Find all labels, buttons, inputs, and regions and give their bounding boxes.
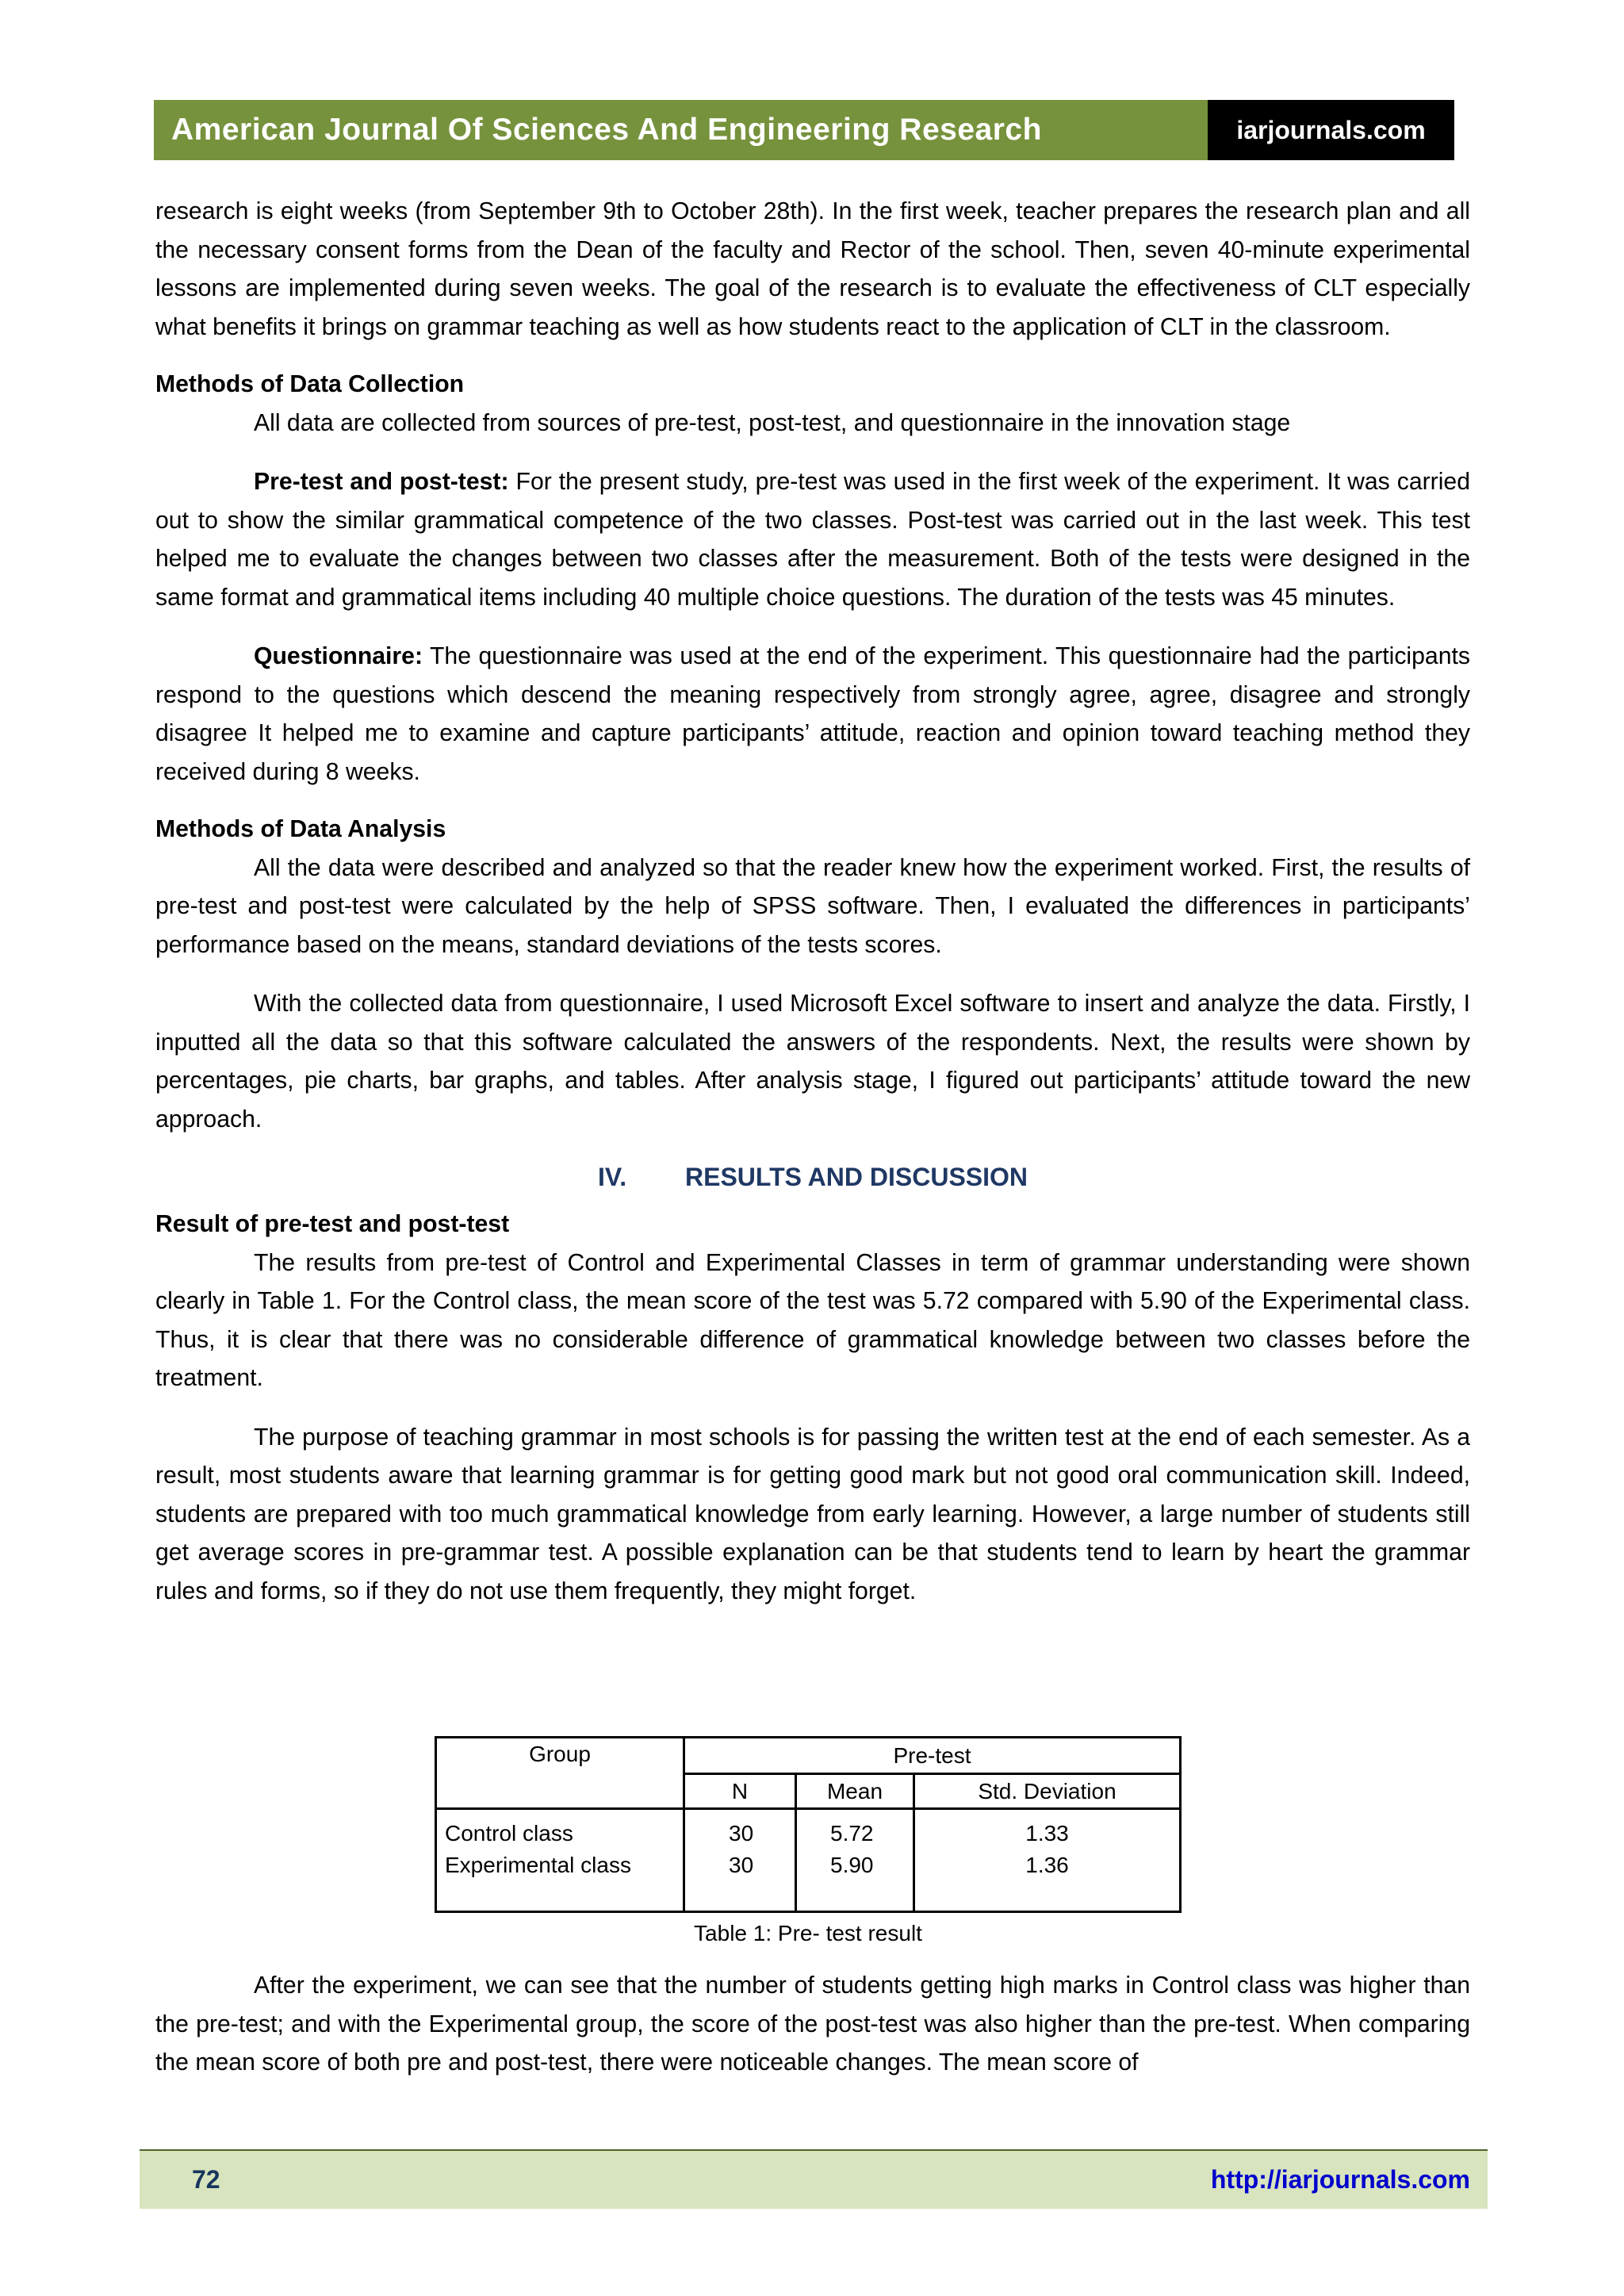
subsection-title-result: Result of pre-test and post-test bbox=[155, 1211, 510, 1237]
journal-header bbox=[154, 100, 1454, 160]
table-caption: Table 1: Pre- test result bbox=[694, 1921, 922, 1945]
paragraph-analysis-2: With the collected data from questionnaire, I used Microsoft Excel software to insert and analyze the data. Firstly, I inputted all the data so that this software calculated the answers of the respondents. Next, the results were shown by percentages, pie charts, bar graphs, and tables. After analysis stage, I figured out participants’ attitude toward the new approach. bbox=[155, 991, 1470, 1133]
pretest-label: Pre-test and post-test: bbox=[254, 469, 509, 495]
journal-title: American Journal Of Sciences And Engineering Research bbox=[154, 100, 1208, 160]
table-header-group: Group bbox=[436, 1738, 684, 1809]
tail-content bbox=[155, 1967, 1470, 2083]
paragraph-result-2: The purpose of teaching grammar in most schools is for passing the written test at the end of each semester. As a result, most students aware that learning grammar is for getting good mark but not good oral communication skill. Indeed, students are prepared with too much grammatical knowledge from early learning. However, a large number of students still get average scores in pre-grammar test. A possible explanation can be that students tend to learn by heart the grammar rules and forms, so if they do not use them frequently, they might forget. bbox=[155, 1424, 1470, 1604]
table-row-experimental-n: 30 bbox=[729, 1853, 754, 1877]
footer-url-link[interactable]: http://iarjournals.com bbox=[1210, 2165, 1470, 2194]
paragraph-pretest bbox=[155, 463, 1470, 617]
table-header-sd: Std. Deviation bbox=[914, 1774, 1181, 1809]
paragraph-analysis-1: All the data were described and analyzed so that the reader knew how the experiment worked. First, the results of pre-test and post-test were calculated by the help of SPSS software. Then, I evaluated the differences in participants’ performance based on the means, standard deviations of the tests scores. bbox=[155, 854, 1470, 958]
main-content bbox=[155, 193, 1470, 1611]
section-number: IV. bbox=[597, 1163, 627, 1191]
table-cell-groups bbox=[436, 1809, 684, 1912]
table-row-experimental-sd: 1.36 bbox=[1025, 1853, 1069, 1877]
table-row-control-n: 30 bbox=[729, 1821, 754, 1846]
page-footer bbox=[140, 2149, 1488, 2209]
section-heading-results bbox=[155, 1156, 1470, 1198]
paragraph-result-3: After the experiment, we can see that the number of students getting high marks in Control class was higher than the pre-test; and with the Experimental group, the score of the post-test was also higher than the pre-test. When comparing the mean score of both pre and post-test, there were noticeable changes. The mean score of bbox=[155, 1972, 1470, 2076]
section-heading-text: RESULTS AND DISCUSSION bbox=[684, 1163, 1028, 1191]
section-title-collection: Methods of Data Collection bbox=[155, 371, 465, 397]
journal-site-label: iarjournals.com bbox=[1208, 100, 1454, 160]
pretest-table-figure bbox=[435, 1736, 1182, 1946]
table-cell-n bbox=[684, 1809, 796, 1912]
paragraph-study-duration: research is eight weeks (from September 9th to October 28th). In the first week, teacher prepares the research plan and all the necessary consent forms from the Dean of the faculty and Rector of the school. Then, seven 40-minute experimental lessons are implemented during seven weeks. The goal of the research is to evaluate the effectiveness of CLT especially what benefits it brings on grammar teaching as well as how students react to the application of CLT in the classroom. bbox=[155, 198, 1470, 340]
table-cell-mean bbox=[796, 1809, 914, 1912]
table-row-control-mean: 5.72 bbox=[830, 1821, 874, 1846]
table-row-control-group: Control class bbox=[445, 1821, 573, 1846]
page-number: 72 bbox=[192, 2165, 220, 2194]
paragraph-questionnaire bbox=[155, 638, 1470, 792]
table-header-mean: Mean bbox=[796, 1774, 914, 1809]
questionnaire-label: Questionnaire: bbox=[254, 643, 423, 669]
pretest-text: For the present study, pre-test was used in the first week of the experiment. It was carried out to show the similar grammatical competence of the two classes. Post-test was carried out in the last week. This test helped me to evaluate the changes between two classes after the measurement. Both of the tests were designed in the same format and grammatical items including 40 multiple choice questions. The duration of the tests was 45 minutes. bbox=[155, 469, 1470, 611]
table-header-pretest: Pre-test bbox=[684, 1738, 1181, 1774]
section-title-analysis: Methods of Data Analysis bbox=[155, 816, 446, 842]
table-row-experimental-group: Experimental class bbox=[445, 1853, 631, 1877]
table-row-control-sd: 1.33 bbox=[1025, 1821, 1069, 1846]
pretest-table bbox=[435, 1736, 1182, 1913]
paragraph-result-1: The results from pre-test of Control and Experimental Classes in term of grammar understanding were shown clearly in Table 1. For the Control class, the mean score of the test was 5.72 compared with 5.90 of the Experimental class. Thus, it is clear that there was no considerable difference of grammatical knowledge between two classes before the treatment. bbox=[155, 1249, 1470, 1391]
paragraph-collection-intro: All data are collected from sources of pre-test, post-test, and questionnaire in the innovation stage bbox=[254, 409, 1291, 436]
table-header-n: N bbox=[684, 1774, 796, 1809]
questionnaire-text: The questionnaire was used at the end of the experiment. This questionnaire had the participants respond to the questions which descend the meaning respectively from strongly agree, agree, disagree and strongly disagree It helped me to examine and capture participants’ attitude, reaction and opinion toward teaching method they received during 8 weeks. bbox=[155, 643, 1470, 785]
table-row-experimental-mean: 5.90 bbox=[830, 1853, 874, 1877]
table-cell-sd bbox=[914, 1809, 1181, 1912]
